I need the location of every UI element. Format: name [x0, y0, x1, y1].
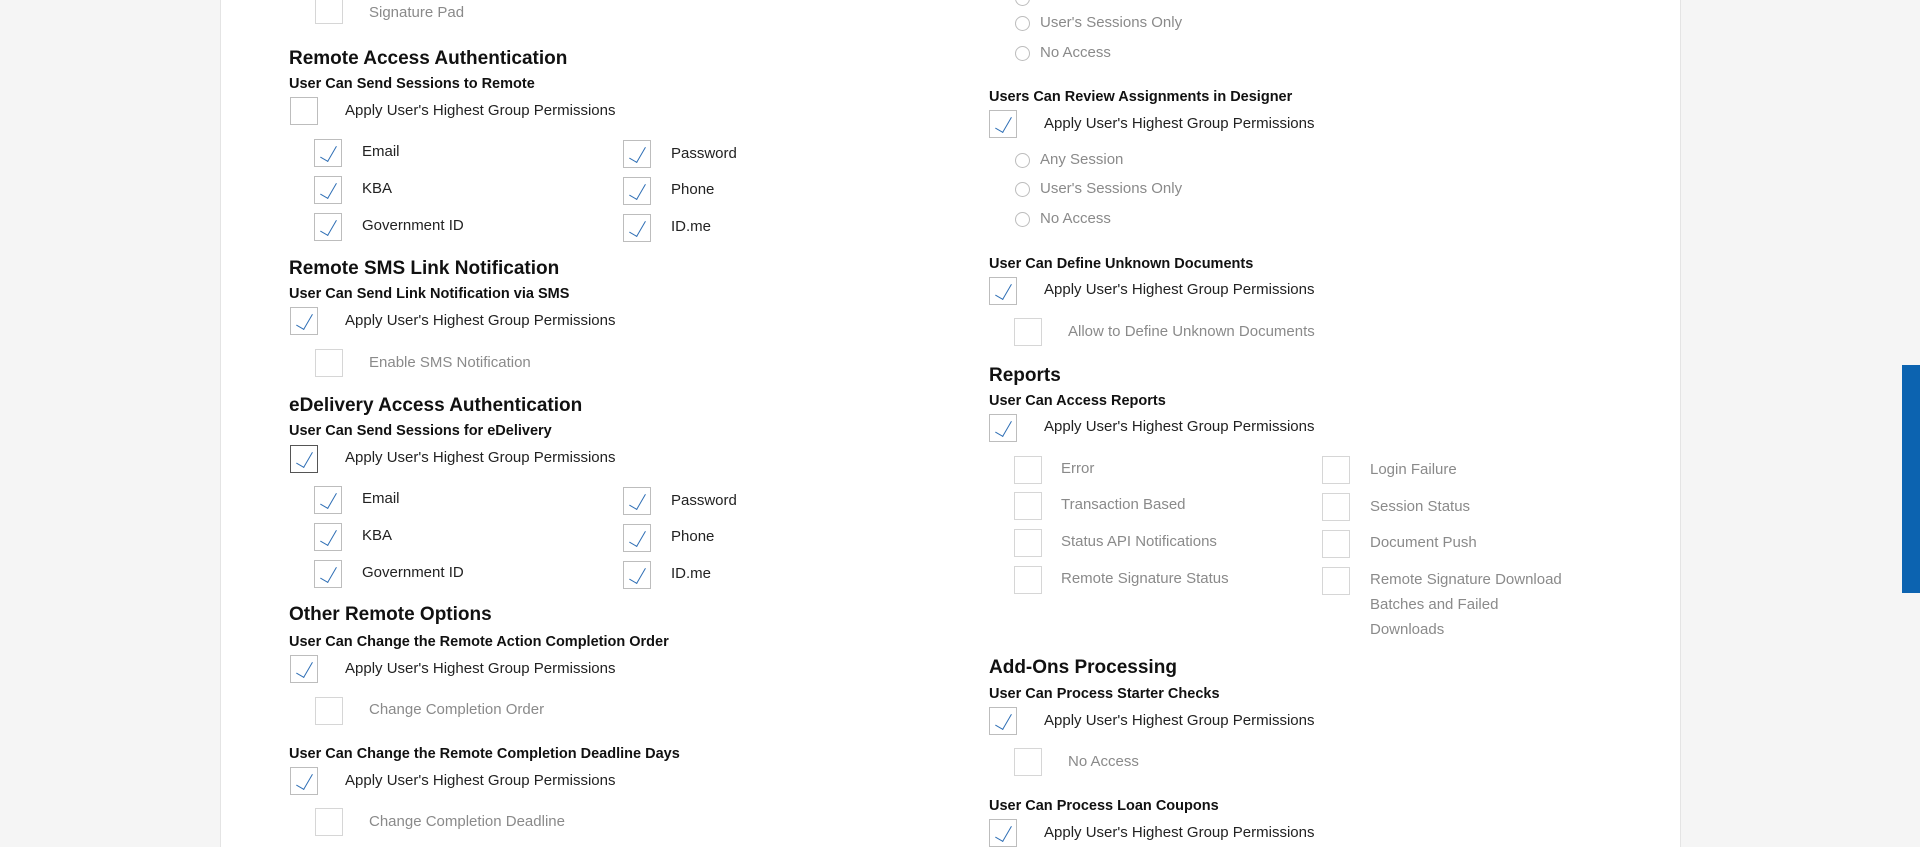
edelivery-kba-checkbox[interactable] [314, 523, 342, 551]
deadline-apply-label: Apply User's Highest Group Permissions [345, 772, 616, 789]
starter-apply-checkbox[interactable] [989, 707, 1017, 735]
top-none-label: No Access [1040, 44, 1111, 61]
addons-title: Add-Ons Processing [989, 657, 1177, 678]
signature-pad-label: Signature Pad [369, 4, 465, 21]
unknown-apply-label: Apply User's Highest Group Permissions [1044, 281, 1315, 298]
allow-unknown-label: Allow to Define Unknown Documents [1068, 323, 1315, 340]
report-remote-sig-download-label-3: Downloads [1370, 621, 1445, 638]
report-login-failure-label: Login Failure [1370, 461, 1457, 478]
allow-unknown-checkbox[interactable] [1014, 318, 1042, 346]
remote-password-checkbox[interactable] [623, 140, 651, 168]
top-sessions-label: User's Sessions Only [1040, 14, 1183, 31]
edelivery-apply-label: Apply User's Highest Group Permissions [345, 449, 616, 466]
edelivery-idme-checkbox[interactable] [623, 561, 651, 589]
sms-title: Remote SMS Link Notification [289, 258, 560, 279]
edelivery-kba-label: KBA [362, 527, 393, 544]
report-status-api-checkbox[interactable] [1014, 529, 1042, 557]
remote-access-subtitle: User Can Send Sessions to Remote [289, 76, 535, 92]
edelivery-subtitle: User Can Send Sessions for eDelivery [289, 423, 552, 439]
change-order-label: Change Completion Order [369, 701, 545, 718]
remote-email-checkbox[interactable] [314, 139, 342, 167]
report-transaction-checkbox[interactable] [1014, 492, 1042, 520]
report-error-label: Error [1061, 460, 1095, 477]
coupons-apply-label: Apply User's Highest Group Permissions [1044, 824, 1315, 841]
report-transaction-label: Transaction Based [1061, 496, 1186, 513]
report-remote-sig-download-label-2: Batches and Failed [1370, 596, 1499, 613]
remote-password-label: Password [671, 145, 737, 162]
review-sessions-radio[interactable] [1015, 182, 1030, 197]
sms-apply-checkbox[interactable] [290, 307, 318, 335]
review-apply-label: Apply User's Highest Group Permissions [1044, 115, 1315, 132]
sms-apply-label: Apply User's Highest Group Permissions [345, 312, 616, 329]
review-none-label: No Access [1040, 210, 1111, 227]
report-remote-sig-download-label-1: Remote Signature Download [1370, 571, 1562, 588]
deadline-apply-checkbox[interactable] [290, 767, 318, 795]
edelivery-phone-label: Phone [671, 528, 715, 545]
report-login-failure-checkbox[interactable] [1322, 456, 1350, 484]
reports-subtitle: User Can Access Reports [989, 393, 1166, 409]
starter-subtitle: User Can Process Starter Checks [989, 686, 1220, 702]
edelivery-gov-checkbox[interactable] [314, 560, 342, 588]
enable-sms-label: Enable SMS Notification [369, 354, 531, 371]
change-deadline-label: Change Completion Deadline [369, 813, 565, 830]
remote-access-apply-label: Apply User's Highest Group Permissions [345, 102, 616, 119]
top-none-radio[interactable] [1015, 46, 1030, 61]
remote-kba-label: KBA [362, 180, 393, 197]
change-deadline-checkbox[interactable] [315, 808, 343, 836]
review-any-radio[interactable] [1015, 153, 1030, 168]
edelivery-password-label: Password [671, 492, 737, 509]
edelivery-gov-label: Government ID [362, 564, 464, 581]
review-none-radio[interactable] [1015, 212, 1030, 227]
review-sessions-label: User's Sessions Only [1040, 180, 1183, 197]
edelivery-idme-label: ID.me [671, 565, 712, 582]
report-status-api-label: Status API Notifications [1061, 533, 1217, 550]
remote-access-apply-checkbox[interactable] [290, 97, 318, 125]
top-sessions-radio[interactable] [1015, 16, 1030, 31]
order-apply-checkbox[interactable] [290, 655, 318, 683]
scrollbar-thumb[interactable] [1902, 365, 1920, 593]
order-subtitle: User Can Change the Remote Action Completion Order [289, 634, 669, 650]
change-order-checkbox[interactable] [315, 697, 343, 725]
remote-email-label: Email [362, 143, 400, 160]
enable-sms-checkbox[interactable] [315, 349, 343, 377]
report-error-checkbox[interactable] [1014, 456, 1042, 484]
remote-phone-label: Phone [671, 181, 715, 198]
signature-pad-checkbox[interactable] [315, 0, 343, 24]
edelivery-title: eDelivery Access Authentication [289, 395, 583, 416]
remote-gov-label: Government ID [362, 217, 464, 234]
review-subtitle: Users Can Review Assignments in Designer [989, 89, 1293, 105]
report-remote-sig-download-checkbox[interactable] [1322, 567, 1350, 595]
starter-none-checkbox[interactable] [1014, 748, 1042, 776]
remote-idme-checkbox[interactable] [623, 214, 651, 242]
other-remote-title: Other Remote Options [289, 604, 492, 625]
remote-gov-checkbox[interactable] [314, 213, 342, 241]
edelivery-phone-checkbox[interactable] [623, 524, 651, 552]
edelivery-email-checkbox[interactable] [314, 486, 342, 514]
edelivery-apply-checkbox[interactable] [290, 445, 318, 473]
unknown-subtitle: User Can Define Unknown Documents [989, 256, 1254, 272]
starter-none-label: No Access [1068, 753, 1139, 770]
remote-access-title: Remote Access Authentication [289, 48, 568, 69]
remote-phone-checkbox[interactable] [623, 177, 651, 205]
report-session-status-label: Session Status [1370, 498, 1471, 515]
reports-apply-checkbox[interactable] [989, 414, 1017, 442]
edelivery-email-label: Email [362, 490, 400, 507]
report-document-push-checkbox[interactable] [1322, 530, 1350, 558]
report-remote-sig-status-label: Remote Signature Status [1061, 570, 1229, 587]
review-apply-checkbox[interactable] [989, 110, 1017, 138]
deadline-subtitle: User Can Change the Remote Completion Deadline Days [289, 746, 680, 762]
remote-kba-checkbox[interactable] [314, 176, 342, 204]
report-session-status-checkbox[interactable] [1322, 493, 1350, 521]
coupons-subtitle: User Can Process Loan Coupons [989, 798, 1219, 814]
remote-idme-label: ID.me [671, 218, 712, 235]
report-document-push-label: Document Push [1370, 534, 1477, 551]
coupons-apply-checkbox[interactable] [989, 819, 1017, 847]
reports-apply-label: Apply User's Highest Group Permissions [1044, 418, 1315, 435]
unknown-apply-checkbox[interactable] [989, 277, 1017, 305]
review-any-label: Any Session [1040, 151, 1124, 168]
order-apply-label: Apply User's Highest Group Permissions [345, 660, 616, 677]
reports-title: Reports [989, 365, 1061, 386]
edelivery-password-checkbox[interactable] [623, 487, 651, 515]
starter-apply-label: Apply User's Highest Group Permissions [1044, 712, 1315, 729]
sms-subtitle: User Can Send Link Notification via SMS [289, 286, 570, 302]
report-remote-sig-status-checkbox[interactable] [1014, 566, 1042, 594]
